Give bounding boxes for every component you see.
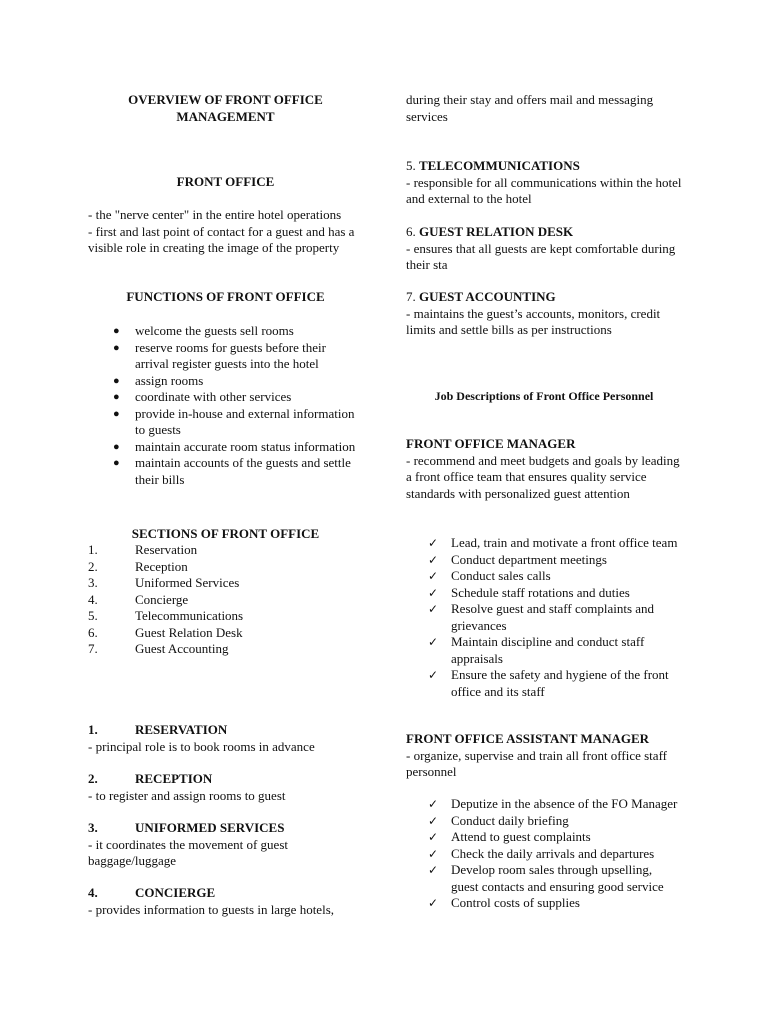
- duty-item: [406, 829, 682, 846]
- title-line-1: OVERVIEW OF FRONT OFFICE: [128, 92, 323, 107]
- duty-item-text: Resolve guest and staff complaints and grievances: [451, 601, 655, 633]
- front-office-manager-section: [406, 436, 682, 502]
- duty-item-text: Ensure the safety and hygiene of the front office and its staff: [451, 667, 669, 699]
- function-item-text: maintain accurate room status information: [135, 438, 356, 454]
- reservation-section: [88, 722, 363, 755]
- telecommunications-heading: TELECOMMUNICATIONS: [419, 158, 580, 173]
- duty-item: [406, 601, 682, 634]
- section-list-item: [88, 559, 363, 576]
- section-list-item: [88, 641, 363, 658]
- section-list-item: [88, 625, 363, 642]
- concierge-description-continued: during their stay and offers mail and messaging services: [406, 92, 654, 124]
- section-number: 4.: [88, 885, 98, 900]
- front-office-assistant-manager-duties: [406, 796, 682, 912]
- duty-item-text: Check the daily arrivals and departures: [451, 845, 655, 861]
- document-title: [88, 92, 363, 125]
- duty-item: [406, 813, 682, 830]
- duty-item-text: Deputize in the absence of the FO Manager: [451, 796, 678, 811]
- section-list-number: 6.: [88, 624, 98, 640]
- section-list-item: [88, 592, 363, 609]
- checkmark-icon: ✓: [428, 896, 439, 910]
- front-office-manager-heading: FRONT OFFICE MANAGER: [406, 436, 576, 451]
- function-item: [88, 373, 363, 390]
- section-number: 5.: [406, 158, 416, 173]
- duty-item: [406, 585, 682, 602]
- duty-item: [406, 895, 682, 912]
- checkmark-icon: ✓: [428, 813, 439, 828]
- checkmark-icon: ✓: [428, 536, 439, 550]
- front-office-assistant-manager-description: - organize, supervise and train all front office staff personnel: [406, 747, 667, 779]
- function-item-text: assign rooms: [135, 372, 204, 388]
- telecommunications-description: - responsible for all communications within the hotel and external to the hotel: [406, 174, 682, 206]
- section-list-number: 3.: [88, 575, 98, 590]
- duty-item-text: Control costs of supplies: [451, 895, 580, 910]
- reception-description: - to register and assign rooms to guest: [88, 787, 286, 803]
- checkmark-icon: ✓: [428, 585, 439, 600]
- function-item: [88, 406, 363, 439]
- section-list-number: 1.: [88, 542, 98, 557]
- front-office-assistant-manager-section: [406, 731, 682, 781]
- duty-item-text: Attend to guest complaints: [451, 829, 591, 844]
- section-number: 7.: [406, 289, 416, 304]
- bullet-icon: ●: [113, 341, 120, 354]
- section-list-number: 2.: [88, 558, 98, 574]
- section-number: 1.: [88, 722, 98, 737]
- checkmark-icon: ✓: [428, 863, 439, 877]
- bullet-icon: ●: [113, 440, 120, 453]
- function-item: [88, 389, 363, 406]
- duty-item-text: Schedule staff rotations and duties: [451, 584, 630, 600]
- checkmark-icon: ✓: [428, 552, 439, 567]
- front-office-assistant-manager-heading: FRONT OFFICE ASSISTANT MANAGER: [406, 731, 650, 746]
- sections-heading: SECTIONS OF FRONT OFFICE: [131, 526, 320, 541]
- front-office-manager-duties: [406, 535, 682, 700]
- front-office-description: [88, 207, 363, 257]
- concierge-section: [88, 885, 363, 918]
- section-list-label: Uniformed Services: [135, 575, 240, 590]
- duty-item-text: Conduct department meetings: [451, 551, 607, 567]
- checkmark-icon: ✓: [428, 846, 439, 861]
- duty-item-text: Maintain discipline and conduct staff appraisals: [451, 634, 645, 666]
- section-list-number: 4.: [88, 591, 98, 607]
- section-list-label: Reservation: [135, 542, 198, 557]
- duty-item: [406, 535, 682, 552]
- function-item-text: coordinate with other services: [135, 389, 292, 404]
- bullet-icon: ●: [113, 407, 120, 420]
- duty-item-text: Lead, train and motivate a front office team: [451, 535, 678, 550]
- section-list-label: Telecommunications: [135, 608, 244, 623]
- guest-relation-section: [406, 224, 682, 274]
- reservation-description: - principal role is to book rooms in advance: [88, 738, 315, 754]
- functions-list: [88, 323, 363, 488]
- duty-item-text: Develop room sales through upselling, guest contacts and ensuring good service: [451, 862, 664, 894]
- section-list-label: Guest Relation Desk: [135, 624, 243, 640]
- duty-item: [406, 552, 682, 569]
- guest-relation-description: - ensures that all guests are kept comfortable during their sta: [406, 240, 676, 272]
- reception-section: [88, 771, 363, 804]
- checkmark-icon: ✓: [428, 797, 439, 811]
- section-list-item: [88, 542, 363, 559]
- section-list-label: Reception: [135, 558, 188, 574]
- duty-item-text: Conduct sales calls: [451, 568, 551, 583]
- uniformed-services-description: - it coordinates the movement of guest baggage/luggage: [88, 836, 289, 868]
- bullet-icon: ●: [113, 457, 120, 469]
- front-office-manager-description: - recommend and meet budgets and goals by leading a front office team that ensures quality service standards with personalized guest attention: [406, 452, 680, 501]
- guest-accounting-heading: GUEST ACCOUNTING: [419, 289, 556, 304]
- duty-item-text: Conduct daily briefing: [451, 812, 569, 828]
- sections-list: [88, 542, 363, 658]
- checkmark-icon: ✓: [428, 635, 439, 649]
- function-item-text: maintain accounts of the guests and settle their bills: [135, 455, 351, 487]
- function-item-text: reserve rooms for guests before their arrival register guests into the hotel: [135, 339, 326, 371]
- section-number: 6.: [406, 224, 416, 239]
- checkmark-icon: ✓: [428, 569, 439, 583]
- duty-item: [406, 634, 682, 667]
- function-item-text: welcome the guests sell rooms: [135, 323, 294, 338]
- job-descriptions-heading: Job Descriptions of Front Office Personnel: [434, 389, 654, 403]
- bullet-icon: ●: [113, 325, 120, 337]
- section-list-item: [88, 608, 363, 625]
- duty-item: [406, 568, 682, 585]
- duty-item: [406, 862, 682, 895]
- section-list-label: Guest Accounting: [135, 641, 229, 656]
- uniformed-services-section: [88, 820, 363, 870]
- front-office-desc-1: - the "nerve center" in the entire hotel operations: [88, 207, 342, 222]
- bullet-icon: ●: [113, 374, 120, 387]
- duty-item: [406, 796, 682, 813]
- concierge-heading: CONCIERGE: [135, 885, 216, 900]
- guest-relation-heading: GUEST RELATION DESK: [419, 224, 574, 239]
- front-office-desc-2: - first and last point of contact for a guest and has a visible role in creating the image of the property: [88, 223, 355, 255]
- section-list-number: 7.: [88, 641, 98, 656]
- duty-item: [406, 667, 682, 700]
- functions-heading: FUNCTIONS OF FRONT OFFICE: [126, 289, 325, 304]
- title-line-2: MANAGEMENT: [176, 108, 275, 124]
- section-list-item: [88, 575, 363, 592]
- uniformed-services-heading: UNIFORMED SERVICES: [135, 820, 285, 835]
- section-list-number: 5.: [88, 608, 98, 623]
- reception-heading: RECEPTION: [135, 771, 213, 786]
- function-item: [88, 439, 363, 456]
- checkmark-icon: ✓: [428, 830, 439, 844]
- function-item-text: provide in-house and external information to guests: [135, 405, 355, 437]
- front-office-heading: FRONT OFFICE: [176, 174, 275, 189]
- guest-accounting-description: - maintains the guest’s accounts, monitors, credit limits and settle bills as per instructions: [406, 305, 661, 337]
- concierge-description: - provides information to guests in large hotels,: [88, 901, 334, 917]
- section-number: 2.: [88, 771, 98, 786]
- section-number: 3.: [88, 820, 98, 835]
- telecommunications-section: [406, 158, 682, 208]
- guest-accounting-section: [406, 289, 682, 339]
- checkmark-icon: ✓: [428, 602, 439, 616]
- reservation-heading: RESERVATION: [135, 722, 228, 737]
- function-item: [88, 323, 363, 340]
- function-item: [88, 455, 363, 488]
- section-list-label: Concierge: [135, 591, 189, 607]
- function-item: [88, 340, 363, 373]
- duty-item: [406, 846, 682, 863]
- bullet-icon: ●: [113, 391, 120, 403]
- checkmark-icon: ✓: [428, 668, 439, 682]
